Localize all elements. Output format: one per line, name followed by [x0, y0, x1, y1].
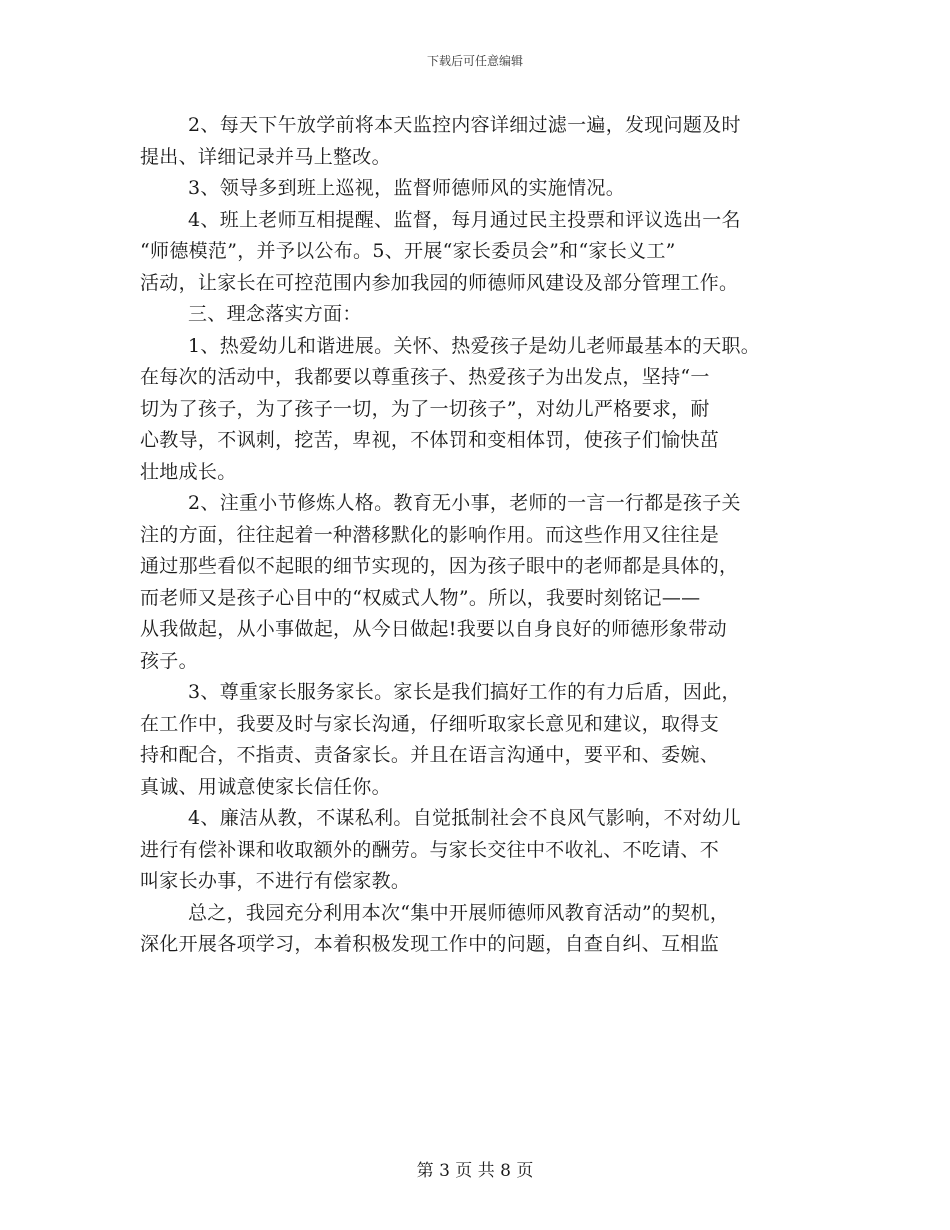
body-line: 4、廉洁从教，不谋私利。自觉抵制社会不良风气影响，不对幼儿 [188, 807, 741, 829]
body-line: 深化开展各项学习，本着积极发现工作中的问题，自查自纠、互相监 [140, 933, 720, 955]
body-line: 提出、详细记录并马上整改。 [140, 145, 391, 168]
section-heading: 三、理念落实方面： [188, 303, 362, 325]
body-line: 在工作中，我要及时与家长沟通，仔细听取家长意见和建议，取得支 [140, 712, 720, 735]
page-footer: 第 3 页 共 8 页 [416, 1161, 534, 1181]
body-line: 在每次的活动中，我都要以尊重孩子、热爱孩子为出发点，坚持“一 [140, 366, 710, 388]
body-line: 2、注重小节修炼人格。教育无小事，老师的一言一行都是孩子关 [188, 492, 741, 514]
body-line: 真诚、用诚意使家长信任你。 [140, 775, 391, 798]
body-line: 1、热爱幼儿和谐进展。关怀、热爱孩子是幼儿老师最基本的天职。 [188, 334, 761, 357]
body-line: 孩子。 [140, 649, 198, 672]
body-line: 3、领导多到班上巡视，监督师德师风的实施情况。 [188, 177, 625, 199]
body-line: 活动，让家长在可控范围内参加我园的师德师风建设及部分管理工作。 [140, 271, 739, 294]
body-line: 从我做起，从小事做起，从今日做起!我要以自身良好的师德形象带动 [140, 618, 727, 640]
page-header: 下载后可任意编辑 [426, 54, 523, 68]
body-line: 壮地成长。 [140, 460, 237, 483]
body-line: 持和配合，不指责、责备家长。并且在语言沟通中，要平和、委婉、 [140, 744, 720, 766]
body-line: 叫家长办事，不进行有偿家教。 [140, 870, 411, 892]
body-line: 而老师又是孩子心目中的“权威式人物”。所以，我要时刻铭记—— [140, 586, 701, 609]
body-line: 4、班上老师互相提醒、监督，每月通过民主投票和评议选出一名 [188, 208, 741, 231]
document-body [140, 110, 820, 961]
body-line: 通过那些看似不起眼的细节实现的，因为孩子眼中的老师都是具体的， [140, 555, 739, 577]
body-line: 注的方面，往往起着一种潜移默化的影响作用。而这些作用又往往是 [140, 523, 720, 546]
body-line: 总之，我园充分利用本次“集中开展师德师风教育活动”的契机， [188, 901, 730, 924]
body-line: “师德模范”，并予以公布。5、开展“家长委员会”和“家长义工” [140, 240, 676, 262]
body-line: 进行有偿补课和收取额外的酬劳。与家长交往中不收礼、不吃请、不 [140, 838, 720, 861]
body-line: 切为了孩子，为了孩子一切，为了一切孩子”，对幼儿严格要求，耐 [140, 397, 710, 420]
body-line: 2、每天下午放学前将本天监控内容详细过滤一遍，发现问题及时 [188, 114, 741, 136]
body-line: 3、尊重家长服务家长。家长是我们搞好工作的有力后盾，因此， [188, 681, 741, 703]
body-line: 心教导，不讽刺，挖苦，卑视，不体罚和变相体罚，使孩子们愉快茁 [140, 429, 720, 451]
